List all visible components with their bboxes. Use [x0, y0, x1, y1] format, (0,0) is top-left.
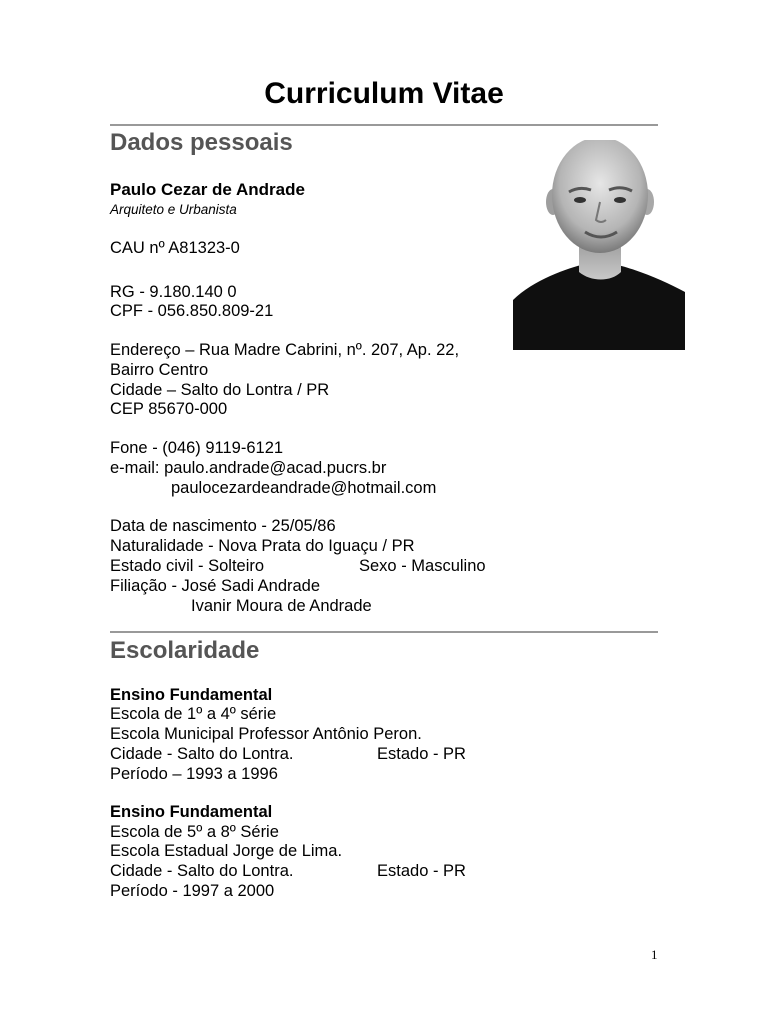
- education-period: Período - 1997 a 2000: [110, 882, 275, 900]
- divider-education: [110, 631, 658, 633]
- education-school: Escola Municipal Professor Antônio Peron.: [110, 725, 422, 743]
- person-name: Paulo Cezar de Andrade: [110, 180, 305, 199]
- rg-number: RG - 9.180.140 0: [110, 283, 237, 301]
- parent-mother: Ivanir Moura de Andrade: [191, 597, 372, 615]
- education-city: Cidade - Salto do Lontra.: [110, 862, 294, 880]
- education-level: Ensino Fundamental: [110, 803, 273, 821]
- address-city: Cidade – Salto do Lontra / PR: [110, 381, 330, 399]
- address-line-1: Endereço – Rua Madre Cabrini, nº. 207, Ap. 22,: [110, 341, 460, 359]
- birth-date: Data de nascimento - 25/05/86: [110, 517, 336, 535]
- page-number: 1: [651, 947, 658, 962]
- education-state: Estado - PR: [377, 862, 466, 880]
- person-profession: Arquiteto e Urbanista: [110, 202, 237, 217]
- cpf-number: CPF - 056.850.809-21: [110, 302, 274, 320]
- profile-photo: [513, 140, 685, 350]
- address-line-2: Bairro Centro: [110, 361, 209, 379]
- phone-number: Fone - (046) 9119-6121: [110, 439, 284, 457]
- education-level: Ensino Fundamental: [110, 686, 273, 704]
- section-heading-personal: Dados pessoais: [110, 129, 293, 156]
- sex: Sexo - Masculino: [359, 557, 486, 575]
- section-heading-education: Escolaridade: [110, 637, 260, 664]
- email-primary: e-mail: paulo.andrade@acad.pucrs.br: [110, 459, 387, 477]
- education-period: Período – 1993 a 1996: [110, 765, 278, 783]
- education-state: Estado - PR: [377, 745, 466, 763]
- education-city: Cidade - Salto do Lontra.: [110, 745, 294, 763]
- civil-status: Estado civil - Solteiro: [110, 557, 265, 575]
- parent-father: Filiação - José Sadi Andrade: [110, 577, 321, 595]
- document-title: Curriculum Vitae: [264, 77, 504, 110]
- divider-personal: [110, 124, 658, 126]
- address-cep: CEP 85670-000: [110, 400, 228, 418]
- education-school: Escola Estadual Jorge de Lima.: [110, 842, 343, 860]
- cau-number: CAU nº A81323-0: [110, 239, 240, 257]
- education-grades: Escola de 5º a 8º Série: [110, 823, 279, 841]
- birthplace: Naturalidade - Nova Prata do Iguaçu / PR: [110, 537, 415, 555]
- education-grades: Escola de 1º a 4º série: [110, 705, 277, 723]
- email-secondary: paulocezardeandrade@hotmail.com: [171, 479, 437, 497]
